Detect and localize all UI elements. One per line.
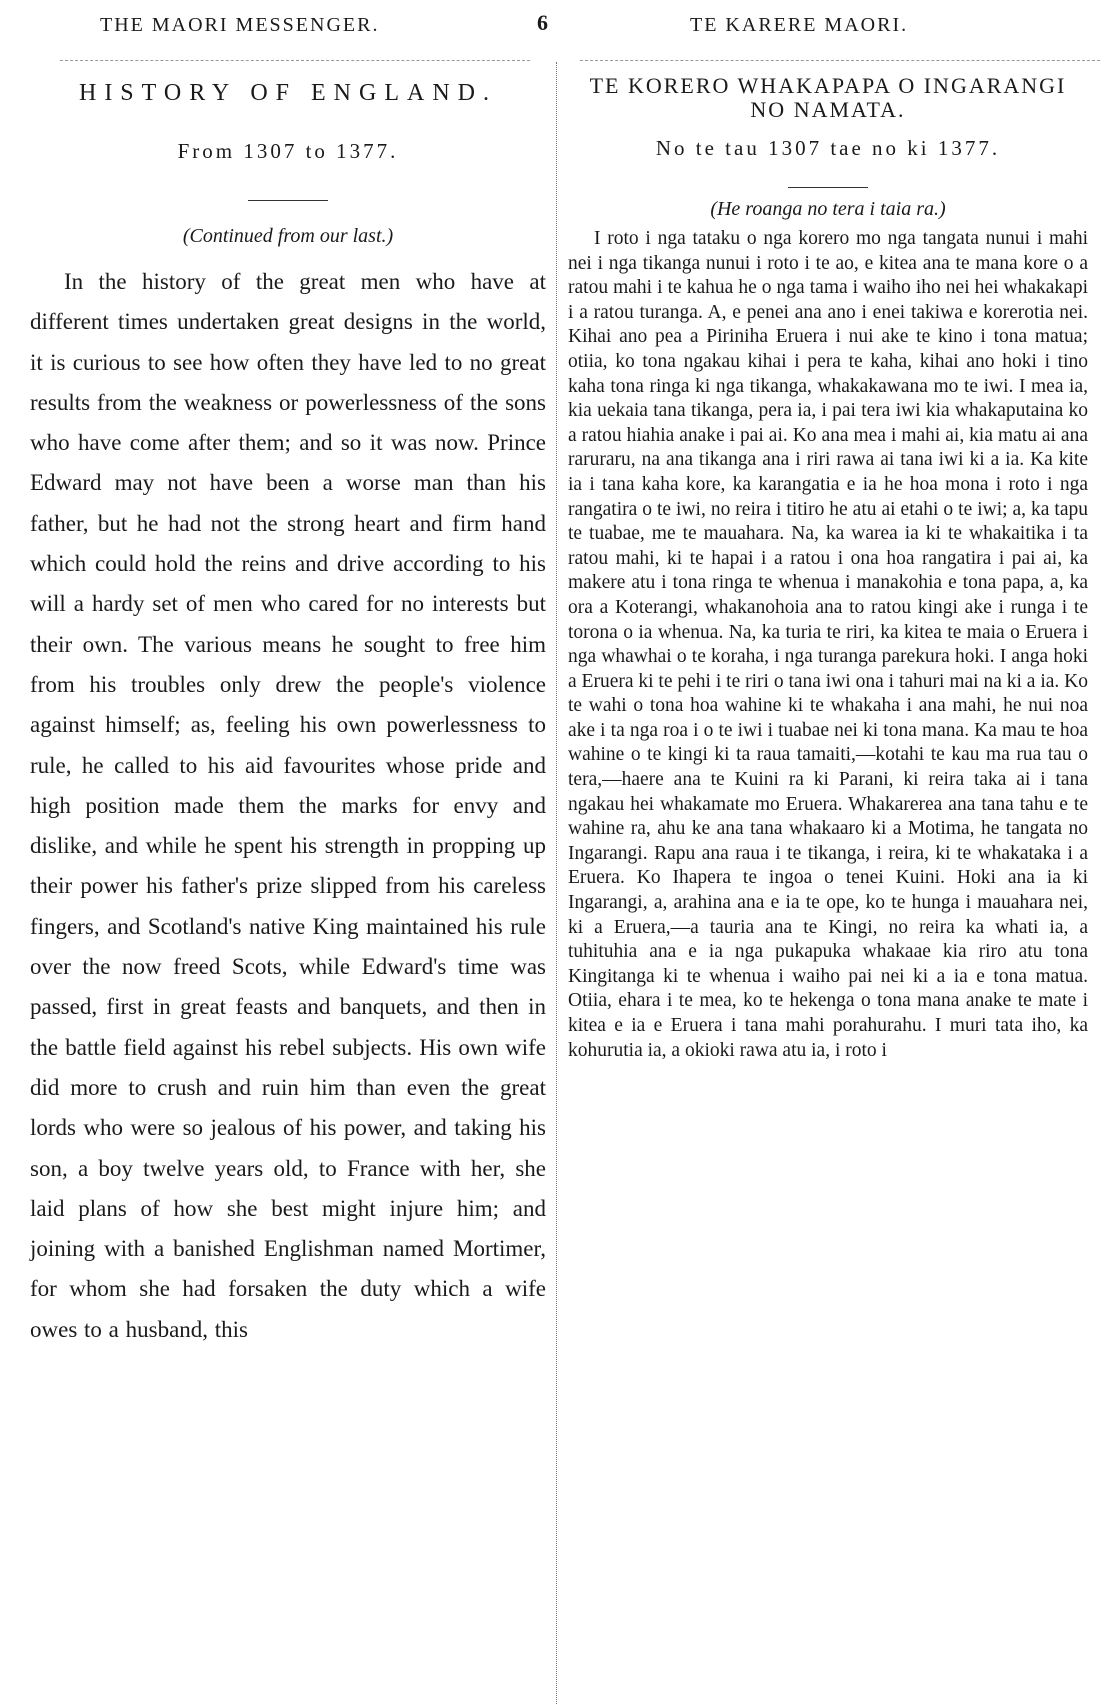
column-divider [556, 62, 557, 1704]
maori-heading: TE KORERO WHAKAPAPA O INGARANGI NO NAMATA. [589, 73, 1067, 122]
header-rule-left [60, 60, 530, 61]
maori-article-body: I roto i nga tataku o nga korero mo nga tangata nunui i mahi nei i nga tikanga nunui i roto i te ao, e kitea ana te mana kore o a ratou mahi i te kahua he o nga tama i waiho iho nei hei whakakapi i a ratou turanga. A, e penei ana ano i enei takiwa e korerotia nei. Kihai ano pea a Piriniha Eruera i nui ake te kino i tona matua; otiia, ko tona ngakau kihai i pera te kaha, kihai ano hoki i tino kaha tona ringa ki nga tikanga, whakakawana mo te iwi. I mea ia, kia uekaia tana tikanga, pera ia, i pai tera iwi kia whakaputaina ko a ratou hiahia anake i pai ai. Ko ana mea i mahi ai, kia matu ai ana raruraru, na ana tikanga ana i riri rawa ai tana iwi ki a ia. Ka kite ia i tana kaha kore, ka karangatia e ia he hoa mona i roto i nga rangatira o te iwi, no reira i titiro he atu ai etahi o te iwi; a, ka tapu te tuabae, me te mauahara. Na, ka warea ia ki te whakaitika i ta ratou mahi, ki te hapai i a ratou i ona hoa rangatira i pai ai, ka makere atu i tona ringa te whenua i manakohia e tona papa, a, ka ora a Koterangi, whakanohoia ana to ratou kingi ake i runga i te torona o ia whenua. Na, ka turia te riri, ka kitea te maia o Eruera i nga whawhai o te koraha, i nga turanga parekura hoki. I anga hoki a Eruera ki te pehi i te riri o tana iwi ona i tahuri mai na ki a ia. Ko te wahi o tona hoa wahine ki te whakaha i ana mahi, he nui noa ake i ta nga roa i o te iwi i tuabae nei ki tona mana. Ka mau te hoa wahine o te kingi ki ta raua tamaiti,—kotahi te kau ma rua tau o tera,—haere ana te Kuini ra ki Parani, ki reira taka ai i tana ngakau hei whakamate mo Eruera. Whakarerea ana tana tahu e te wahine ra, ahu ke ana tana whakaaro ki a Motima, he tangata no Ingarangi. Rapu ana raua i te tikanga, i reira, ki te whakataka i a Eruera. Ko Ihapera te ingoa o tenei Kuini. Hoki ana ia ki Ingarangi, a, arahina ana e ia te ope, ko te hunga i mauahara nei, ki a Eruera,—a tauria ana te Kingi, no reira ka whati ia, a tuhituhia ana e ia nga pukapuka whakaae kia riro atu tona Kingitanga ki te whenua i waiho pai nei ki a ia e tona matua. Otiia, ehara i te mea, ko te hekenga o tona mana anake te mate i kitea e ia e Eruera i tana mahi porahurahu. I muri tata iho, ka kohurutia ia, a okioki rawa atu ia, i roto i [568, 228, 1088, 1061]
english-continued-note: (Continued from our last.) [182, 225, 394, 247]
masthead-maori-title: TE KARERE MAORI. [690, 14, 909, 36]
english-article-body: In the history of the great men who have at different times undertaken great designs in the world, it is curious to see how often they have led to no great results from the weakness or powerlessness of the sons who have come after them; and so it was now. Prince Edward may not have been a worse man than his father, but he had not the strong heart and firm hand which could hold the reins and drive according to his will a hardy set of men who cared for no interests but their own. The various means he sought to free him from his troubles only drew the people's violence against himself; as, feeling his own powerlessness to rule, he called to his aid favourites whose pride and high position made them the marks for envy and dislike, and while he spent his strength in propping up their power his father's prize slipped from his careless fingers, and Scotland's native King maintained his rule over the now freed Scots, while Edward's time was passed, first in great feasts and banquets, and then in the battle field against his rebel subjects. His own wife did more to crush and ruin him than even the great lords who were so jealous of his power, and taking his son, a boy twelve years old, to France with her, she laid plans of how she best might injure him; and joining with a banished Englishman named Mortimer, for whom she had forsaken the duty which a wife owes to a husband, this [30, 269, 546, 1342]
maori-continued-note: (He roanga no tera i taia ra.) [710, 198, 946, 220]
page-number: 6 [537, 10, 548, 35]
english-separator [248, 200, 328, 201]
english-heading: HISTORY OF ENGLAND. [78, 80, 497, 106]
maori-column [568, 74, 1088, 1063]
masthead [0, 0, 1114, 46]
maori-separator [788, 187, 868, 188]
maori-date-range: No te tau 1307 tae no ki 1377. [655, 136, 1001, 160]
english-column [30, 74, 546, 1350]
masthead-english-title: THE MAORI MESSENGER. [100, 14, 380, 36]
english-date-range: From 1307 to 1377. [177, 139, 399, 163]
header-rule-right [580, 60, 1100, 61]
